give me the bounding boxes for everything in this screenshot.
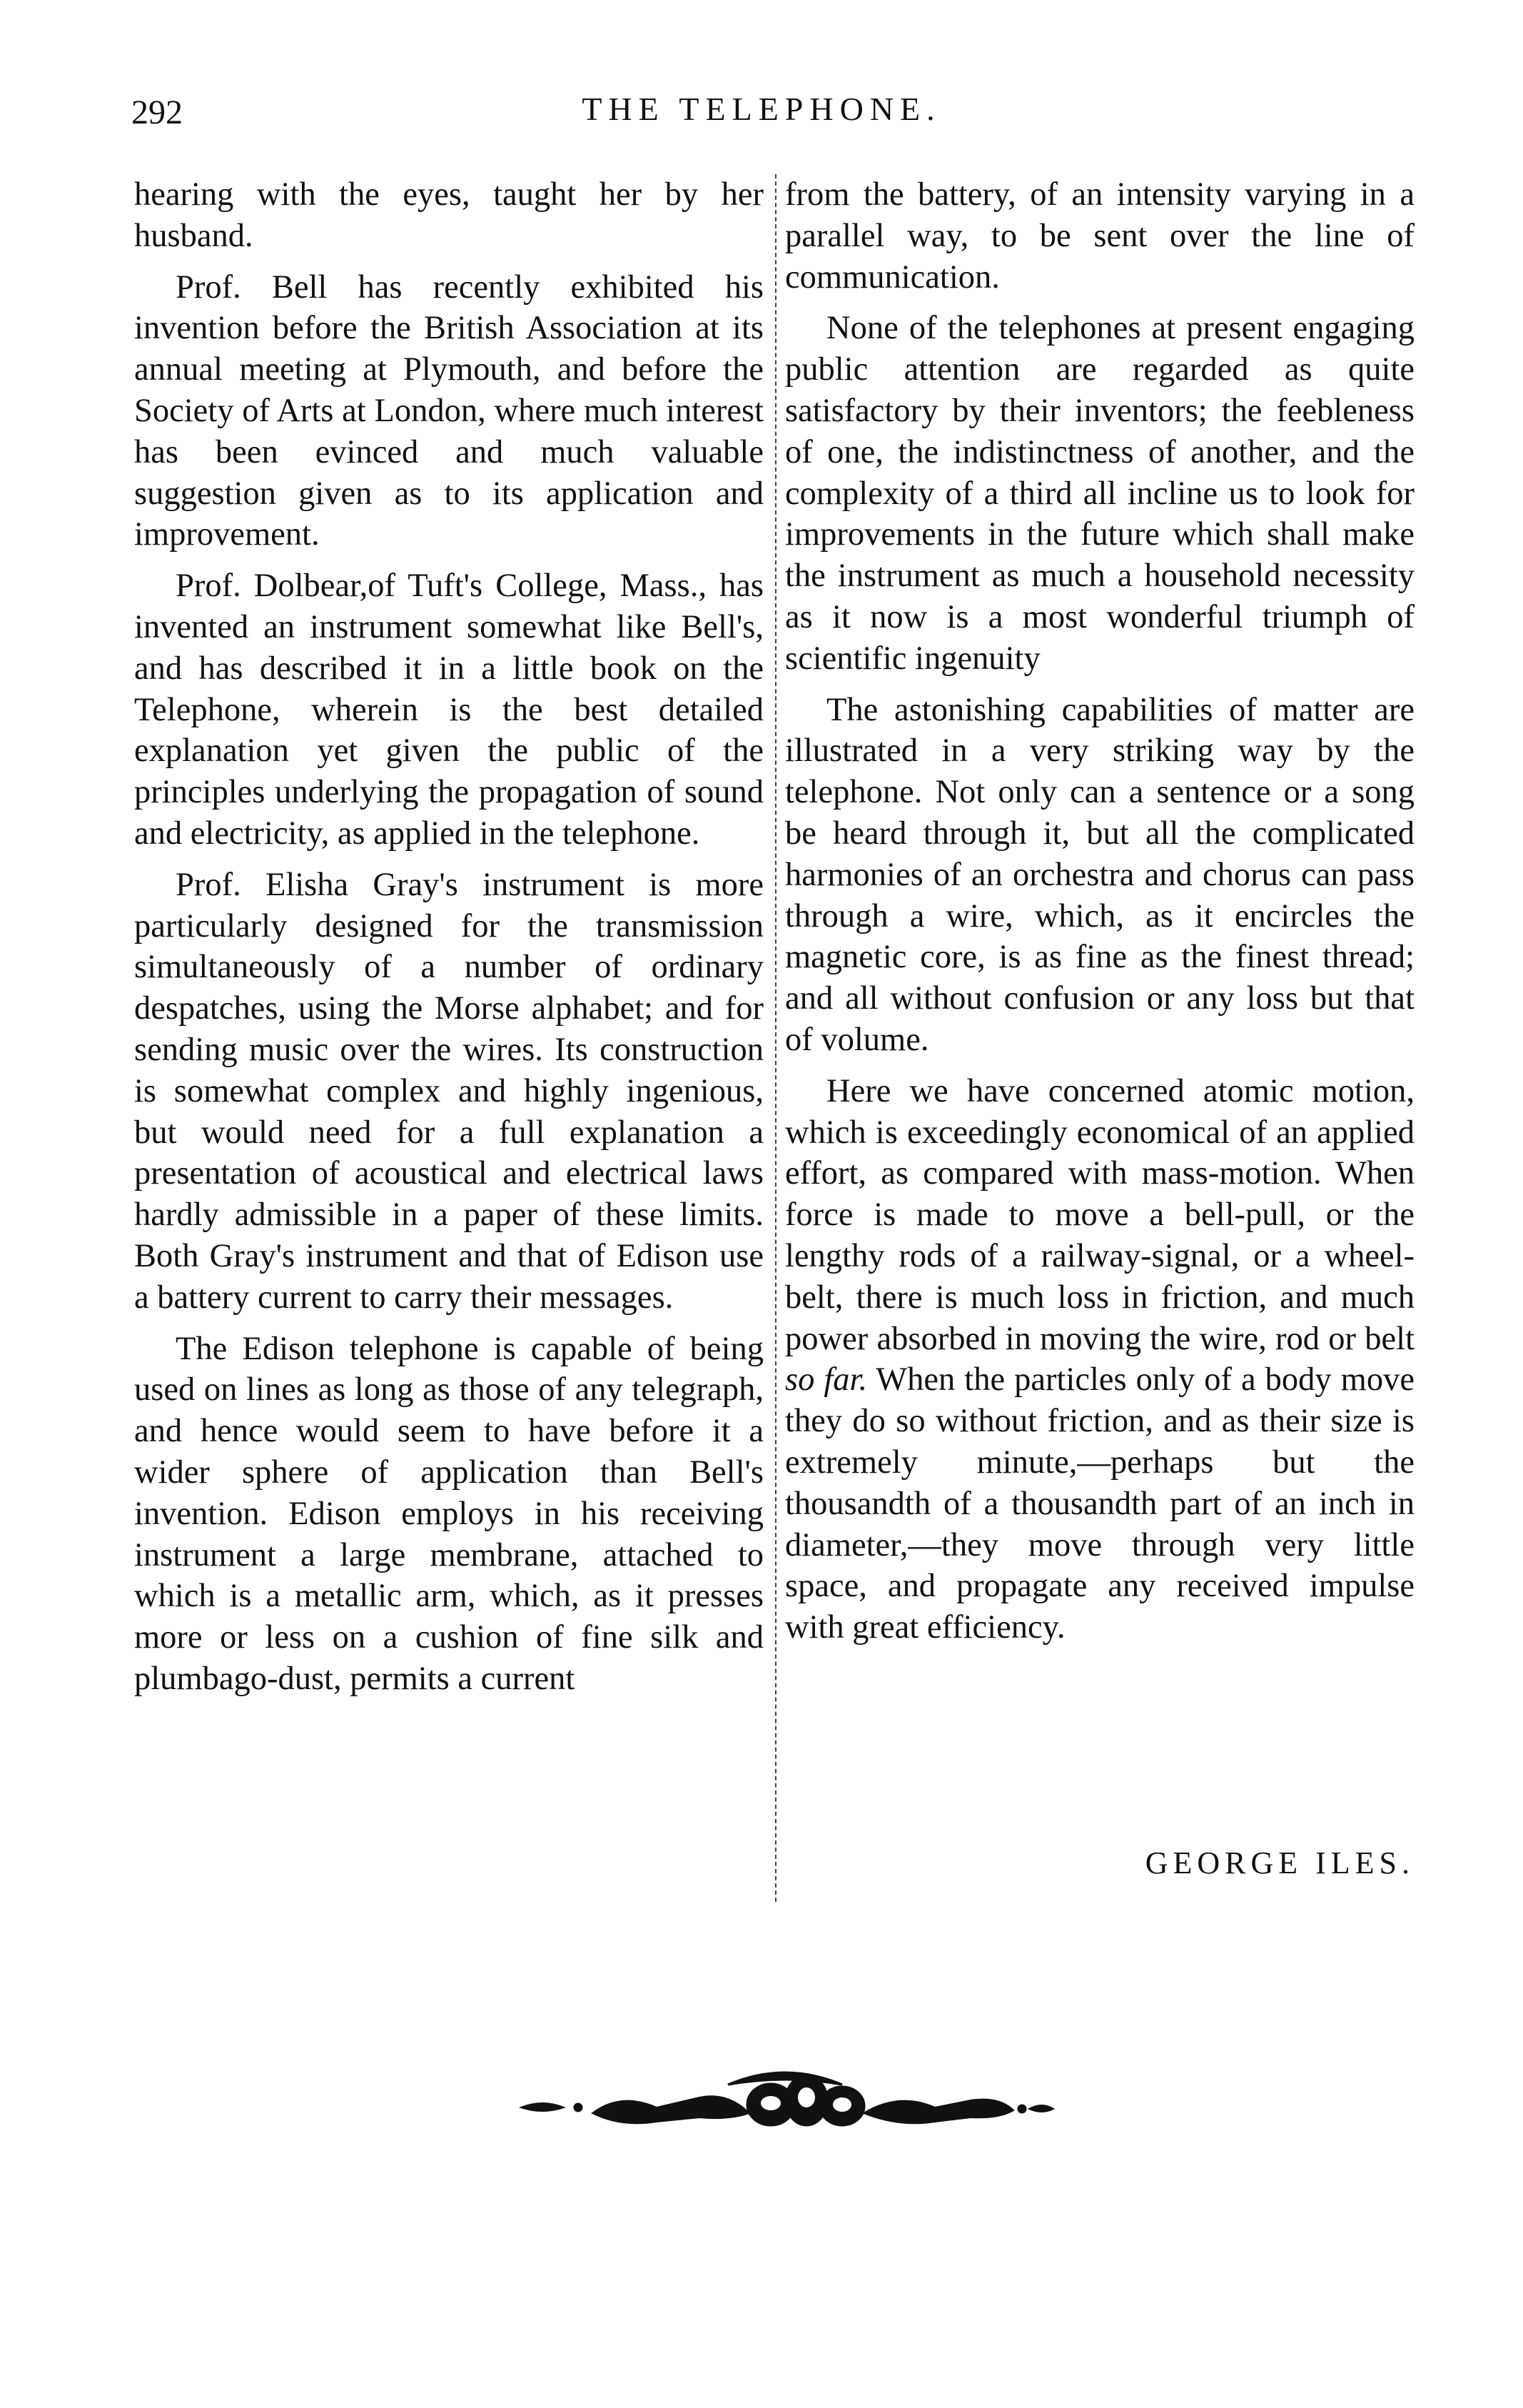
column-divider: [775, 174, 776, 1902]
paragraph: The Edison telephone is capable of being used on lines as long as those of any telegraph, and hence would seem to have before it a wider sphere of application than Bell's invention. Edison employs in his receiving instrument a large membrane, attached to which is a metallic arm, which, as it presses more or less on a cushion of fine silk and plumbago-dust, permits a current: [134, 1330, 764, 1697]
page-number: 292: [131, 94, 183, 131]
paragraph: Prof. Elisha Gray's instrument is more particularly designed for the transmission simultaneously of a number of ordinary despatches, using the Morse alphabet; and for sending music over the wires. Its construction is somewhat complex and highly ingenious, but would need for a full explanation a presentation of acoustical and electrical laws hardly admissible in a paper of these limits. Both Gray's instrument and that of Edison use a battery current to carry their messages.: [134, 866, 764, 1316]
running-title: THE TELEPHONE.: [582, 91, 941, 127]
author-signature: GEORGE ILES.: [1145, 1845, 1415, 1880]
paragraph: The astonishing capabilities of matter are illustrated in a very striking way by the telephone. Not only can a sentence or a song be heard through it, but all the complicated harmonies of an orchestra and chorus can pass through a wire, which, as it encircles the magnetic core, is as fine as the finest thread; and all without confusion or any loss but that of volume.: [785, 691, 1415, 1058]
left-column: [134, 174, 764, 1700]
paragraph: None of the telephones at present engaging public attention are regarded as quite satisfactory by their inventors; the feebleness of one, the indistinctness of another, and the complexity of a third all incline us to look for improvements in the future which shall make the instrument as much a household necessity as it now is a most wonderful triumph of scientific ingenuity: [785, 310, 1415, 677]
paragraph: Prof. Dolbear,of Tuft's College, Mass., has invented an instrument somewhat like Bell's, and has described it in a little book on the Telephone, wherein is the best detailed explanation yet given the public of the principles underlying the propagation of sound and electricity, as applied in the telephone.: [134, 568, 764, 852]
paragraph: hearing with the eyes, taught her by her husband.: [134, 176, 764, 254]
paragraph: Prof. Bell has recently exhibited his invention before the British Association at its annual meeting at Plymouth, and before the Society of Arts at London, where much interest has been evinced and much valuable suggestion given as to its application and improvement.: [134, 268, 764, 553]
paragraph: from the battery, of an intensity varying in a parallel way, to be sent over the line of communication.: [785, 176, 1415, 296]
paragraph: [785, 1071, 1415, 1648]
paragraph-text: When the particles only of a body move they do so without friction, and as their size is extremely minute,—perhaps but the thousandth of a thousandth part of an inch in diameter,—they move through very little space, and propagate any received impulse with great efficiency.: [785, 1361, 1415, 1646]
paragraph-text: Here we have concerned atomic motion, which is exceedingly economical of an applied effort, as compared with mass-motion. When force is made to move a bell-pull, or the lengthy rods of a railway-signal, or a wheel-belt, there is much loss in friction, and much power absorbed in moving the wire, rod or belt: [785, 1072, 1415, 1357]
ribbon-ornament-icon: [514, 2063, 1056, 2149]
italic-phrase: so far.: [785, 1361, 868, 1399]
right-column: [785, 174, 1415, 1648]
